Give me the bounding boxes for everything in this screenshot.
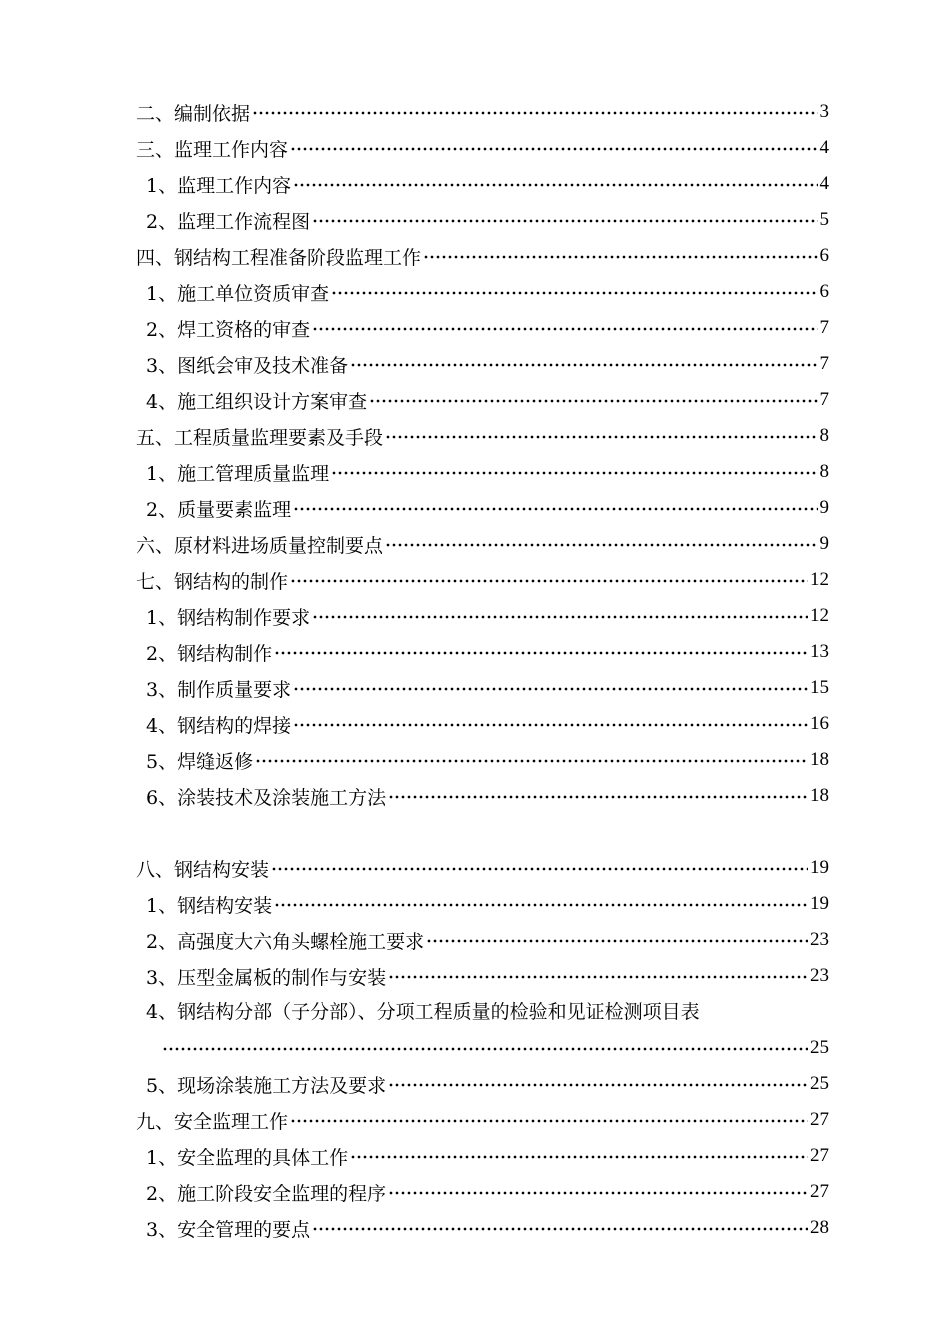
dot-leader [312, 1227, 808, 1231]
toc-entry-label: 1、钢结构安装 [146, 894, 273, 917]
toc-entry [136, 994, 829, 1066]
toc-entry [136, 526, 829, 562]
dot-leader [252, 111, 817, 115]
dot-leader [312, 219, 817, 223]
dot-leader [293, 183, 817, 187]
toc-entry [136, 1138, 829, 1174]
toc-page-number: 27 [810, 1109, 829, 1130]
toc-entry-label: 2、监理工作流程图 [146, 210, 311, 233]
toc-entry-label: 2、质量要素监理 [146, 498, 292, 521]
toc-entry-label: 5、焊缝返修 [146, 750, 254, 773]
toc-entry-label: 1、监理工作内容 [146, 174, 292, 197]
toc-entry-label: 5、现场涂装施工方法及要求 [146, 1074, 387, 1097]
toc-entry [136, 850, 829, 886]
toc-entry-label: 五、工程质量监理要素及手段 [136, 426, 384, 449]
dot-leader [426, 939, 808, 943]
toc-entry-label: 2、焊工资格的审查 [146, 318, 311, 341]
dot-leader [290, 1119, 808, 1123]
toc-entry [136, 1066, 829, 1102]
dot-leader [162, 1047, 808, 1051]
toc-page-number: 15 [810, 677, 829, 698]
dot-leader [290, 147, 817, 151]
toc-entry [136, 958, 829, 994]
dot-leader [423, 255, 817, 259]
toc-page-number: 25 [810, 1037, 829, 1058]
toc-entry-label: 2、高强度大六角头螺栓施工要求 [146, 930, 425, 953]
toc-entry [136, 94, 829, 130]
toc-page-number: 6 [819, 245, 829, 266]
dot-leader [293, 723, 808, 727]
dot-leader [388, 1083, 808, 1087]
toc-entry-label: 4、钢结构的焊接 [146, 714, 292, 737]
dot-leader [369, 399, 817, 403]
dot-leader [255, 759, 808, 763]
toc-entry [136, 454, 829, 490]
toc-entry-label: 六、原材料进场质量控制要点 [136, 534, 384, 557]
toc-entry [136, 634, 829, 670]
dot-leader [388, 795, 808, 799]
toc-entry [136, 310, 829, 346]
toc-entry [136, 238, 829, 274]
dot-leader [350, 363, 817, 367]
toc-page-number: 5 [819, 209, 829, 230]
dot-leader [271, 867, 808, 871]
toc-entry-label: 3、安全管理的要点 [146, 1218, 311, 1241]
toc-page-number: 9 [819, 533, 829, 554]
toc-entry-label: 4、钢结构分部（子分部）、分项工程质量的检验和见证检测项目表 [146, 1001, 700, 1023]
toc-entry [136, 1174, 829, 1210]
dot-leader [293, 687, 808, 691]
toc-page-number: 13 [810, 641, 829, 662]
toc-entry [136, 562, 829, 598]
toc-entry [136, 346, 829, 382]
toc-entry [136, 1210, 829, 1246]
toc-page-number: 19 [810, 893, 829, 914]
toc-page-number: 18 [810, 749, 829, 770]
toc-entry-label: 6、涂装技术及涂装施工方法 [146, 786, 387, 809]
toc-entry-label: 4、施工组织设计方案审查 [146, 390, 368, 413]
toc-page-number: 27 [810, 1181, 829, 1202]
toc-entry [136, 742, 829, 778]
toc-page-number: 7 [819, 353, 829, 374]
toc-entry-label: 3、制作质量要求 [146, 678, 292, 701]
toc-entry [136, 922, 829, 958]
table-of-contents [136, 94, 829, 1246]
toc-page-number: 23 [810, 929, 829, 950]
dot-leader [385, 543, 817, 547]
toc-page-number: 7 [819, 389, 829, 410]
toc-entry-label: 三、监理工作内容 [136, 138, 289, 161]
toc-entry-label: 1、钢结构制作要求 [146, 606, 311, 629]
dot-leader [350, 1155, 808, 1159]
toc-entry-label: 3、图纸会审及技术准备 [146, 354, 349, 377]
dot-leader [331, 471, 817, 475]
dot-leader [385, 435, 817, 439]
toc-entry-label: 2、钢结构制作 [146, 642, 273, 665]
toc-entry [136, 130, 829, 166]
toc-page-number: 12 [810, 569, 829, 590]
toc-entry-label: 四、钢结构工程准备阶段监理工作 [136, 246, 422, 269]
toc-entry-label: 3、压型金属板的制作与安装 [146, 966, 387, 989]
dot-leader [290, 579, 808, 583]
toc-page-number: 9 [819, 497, 829, 518]
toc-page-number: 3 [819, 101, 829, 122]
toc-page-number: 4 [819, 173, 829, 194]
toc-entry-label: 1、安全监理的具体工作 [146, 1146, 349, 1169]
toc-entry-label: 二、编制依据 [136, 102, 251, 125]
dot-leader [293, 507, 817, 511]
toc-entry [136, 778, 829, 814]
toc-entry [136, 274, 829, 310]
toc-entry [136, 382, 829, 418]
toc-entry-label: 1、施工单位资质审查 [146, 282, 330, 305]
toc-entry [136, 418, 829, 454]
toc-page-number: 23 [810, 965, 829, 986]
toc-entry [136, 202, 829, 238]
toc-entry [136, 670, 829, 706]
dot-leader [388, 1191, 808, 1195]
toc-page-number: 16 [810, 713, 829, 734]
toc-entry-label: 1、施工管理质量监理 [146, 462, 330, 485]
toc-entry-label: 七、钢结构的制作 [136, 570, 289, 593]
toc-page-number: 19 [810, 857, 829, 878]
toc-entry [136, 166, 829, 202]
dot-leader [312, 615, 808, 619]
dot-leader [274, 651, 808, 655]
toc-entry-label: 八、钢结构安装 [136, 858, 270, 881]
dot-leader [388, 975, 808, 979]
toc-page-number: 27 [810, 1145, 829, 1166]
toc-entry [136, 706, 829, 742]
toc-entry [136, 598, 829, 634]
toc-page-number: 8 [819, 425, 829, 446]
toc-entry [136, 886, 829, 922]
toc-page-number: 18 [810, 785, 829, 806]
toc-page-number: 4 [819, 137, 829, 158]
toc-entry [136, 490, 829, 526]
toc-page-number: 8 [819, 461, 829, 482]
toc-entry-label: 2、施工阶段安全监理的程序 [146, 1182, 387, 1205]
toc-entry-label: 九、安全监理工作 [136, 1110, 289, 1133]
dot-leader [331, 291, 817, 295]
toc-page-number: 6 [819, 281, 829, 302]
toc-page-number: 12 [810, 605, 829, 626]
toc-page-number: 28 [810, 1217, 829, 1238]
toc-page-number: 25 [810, 1073, 829, 1094]
dot-leader [274, 903, 808, 907]
toc-entry [136, 1102, 829, 1138]
dot-leader [312, 327, 817, 331]
toc-page-number: 7 [819, 317, 829, 338]
